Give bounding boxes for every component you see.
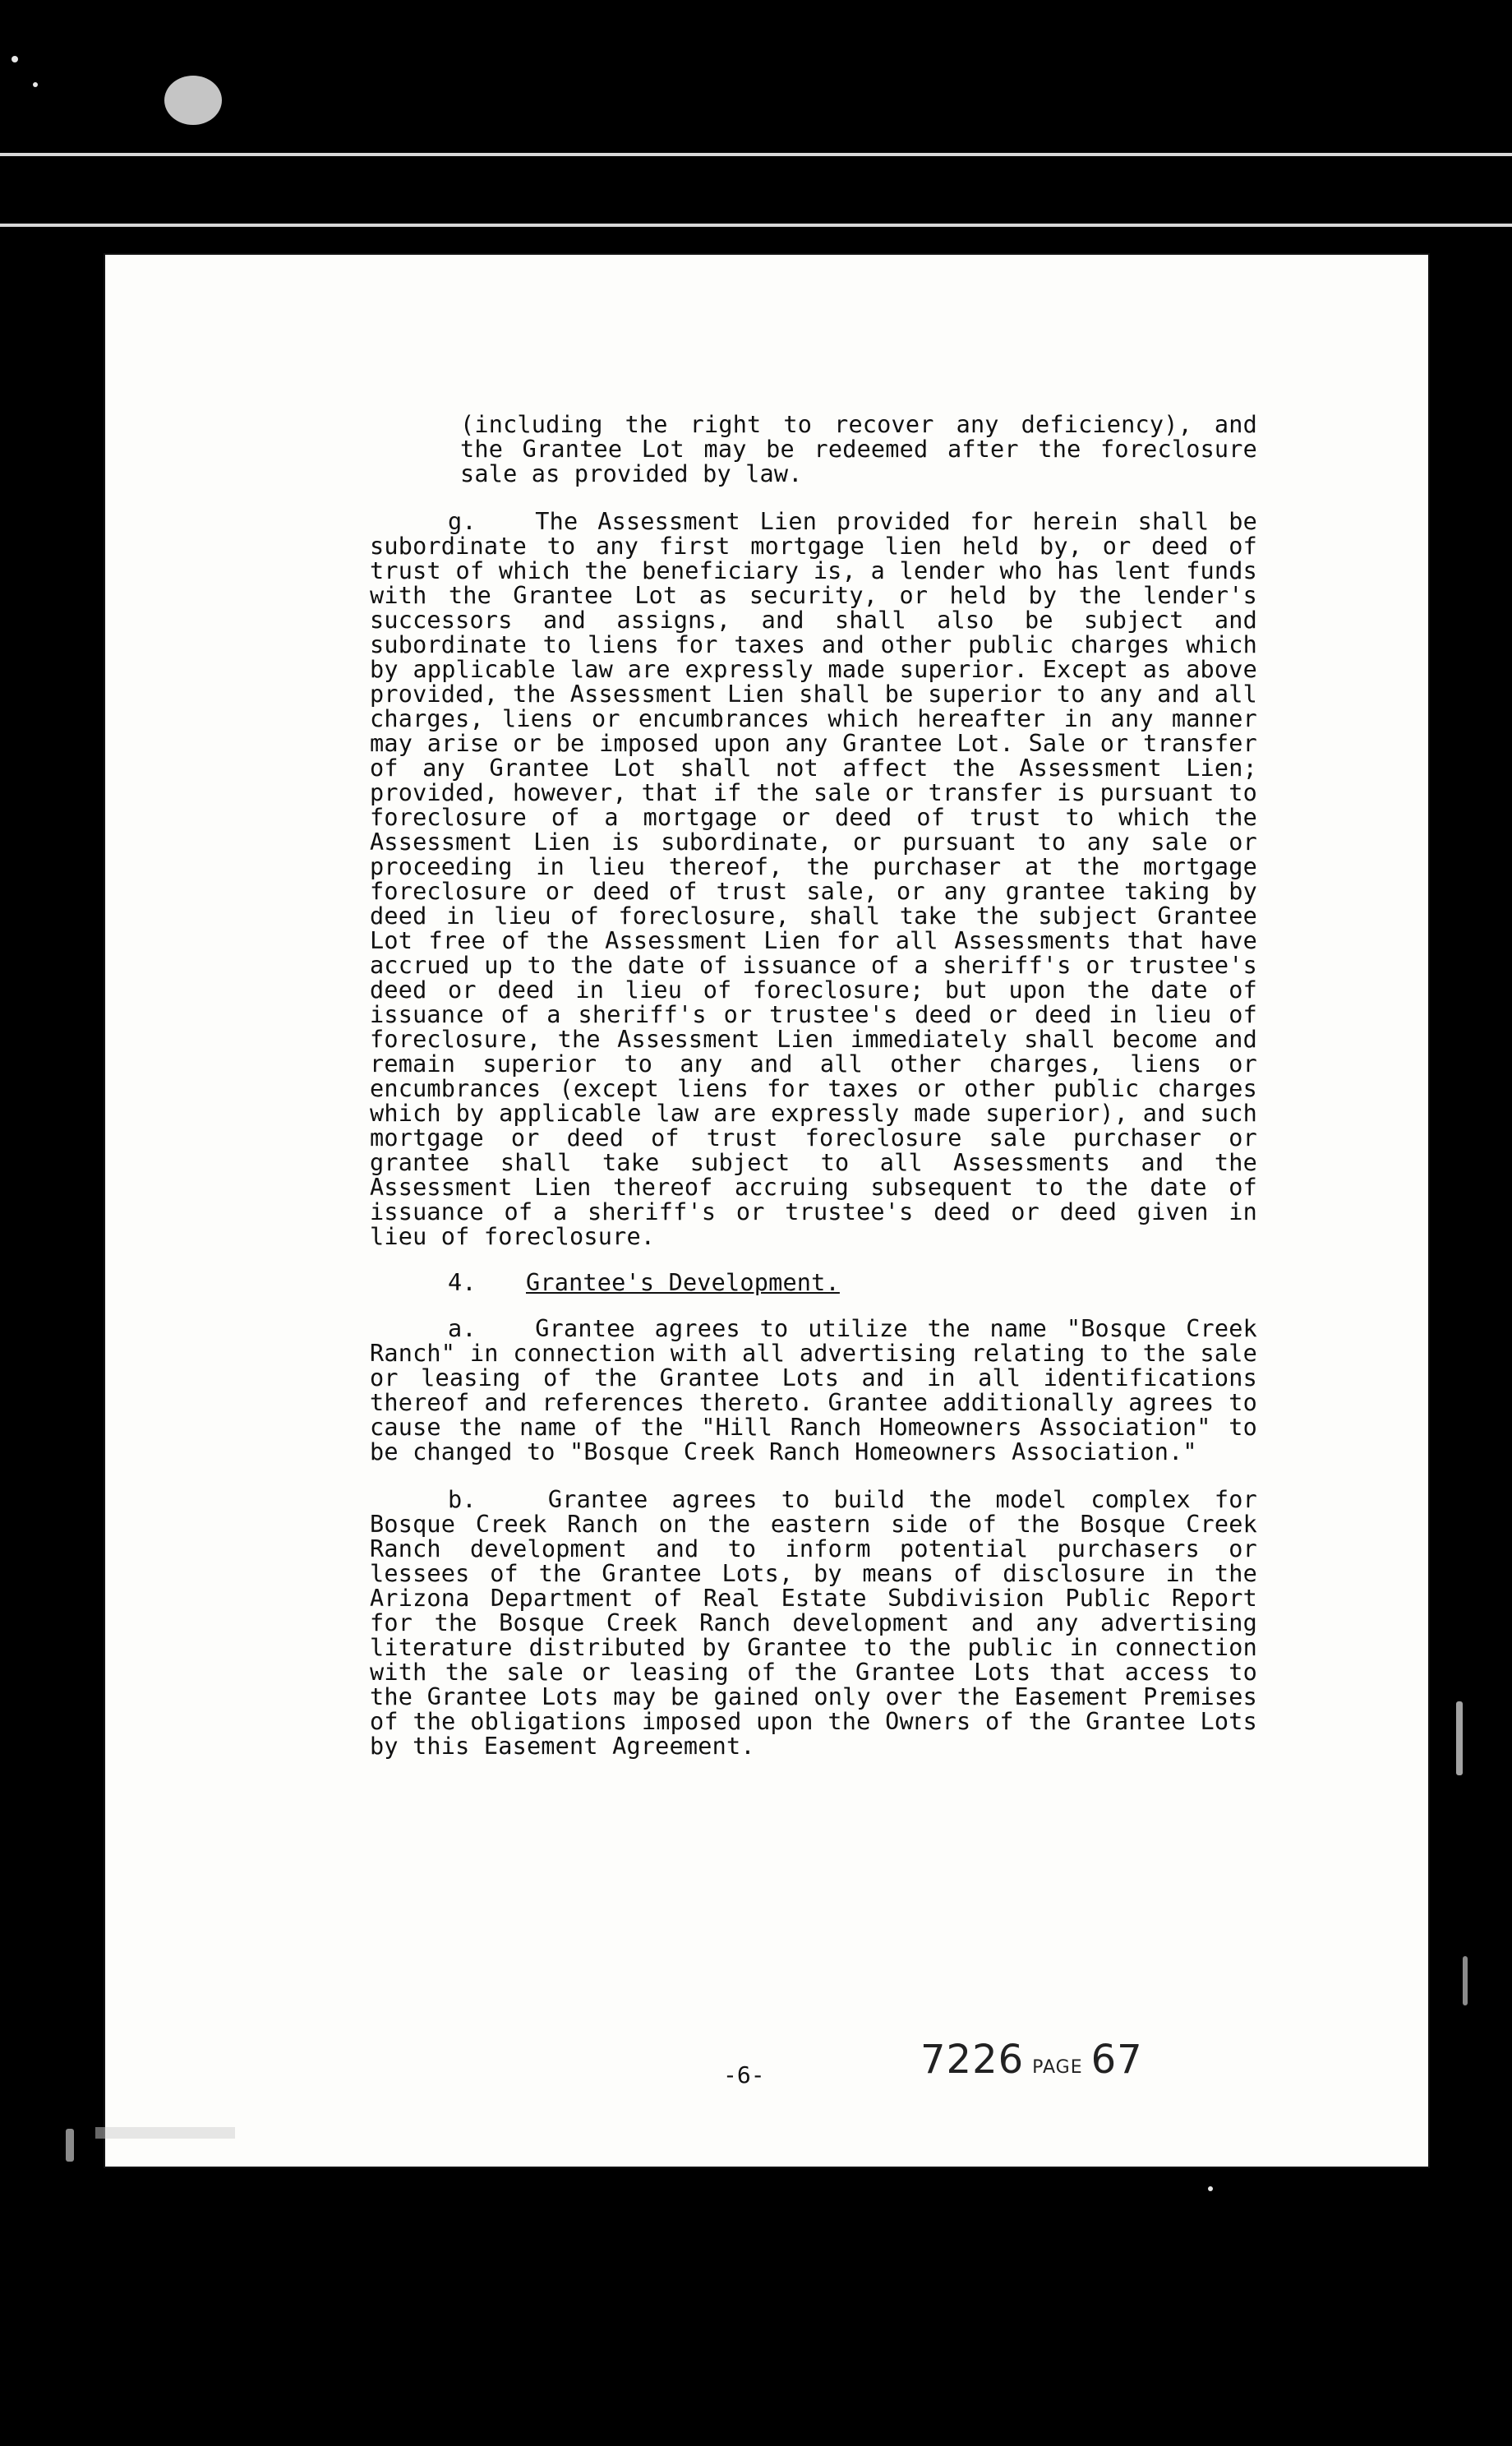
scan-speck <box>33 82 38 87</box>
document-body <box>370 413 1257 1759</box>
recording-stamp <box>920 2037 1143 2083</box>
scan-speck <box>12 56 18 62</box>
scan-speck <box>164 76 222 125</box>
scan-rule-bottom <box>0 224 1512 227</box>
stamp-small-text: PAGE <box>1032 2057 1083 2078</box>
section-4-title: Grantee's Development. <box>526 1269 840 1296</box>
scan-speck <box>66 2129 74 2162</box>
scan-speck <box>1456 1701 1463 1775</box>
paragraph-g-text: The Assessment Lien provided for herein shall be subordinate to any first mortgage lien held by, or deed of trust of which the beneficiary is, a lender who has lent funds with the Grantee Lot as security, or held by the lender's successors and assigns, and shall also be subject and subordinate to liens for taxes and other public charges which by applicable law are expressly made superior. Except as above provided, the Assessment Lien shall be superior to any and all charges, liens or encumbrances which hereafter in any manner may arise or be imposed upon any Grantee Lot. Sale or transfer of any Grantee Lot shall not affect the Assessment Lien; provided, however, that if the sale or transfer is pursuant to foreclosure of a mortgage or deed of trust to which the Assessment Lien is subordinate, or pursuant to any sale or proceeding in lieu thereof, the purchaser at the mortgage foreclosure or deed of trust sale, or any grantee taking by deed in lieu of foreclosure, shall take the subject Grantee Lot free of the Assessment Lien for all Assessments that have accrued up to the date of issuance of a sheriff's or trustee's deed or deed in lieu of foreclosure; but upon the date of issuance of a sheriff's or trustee's deed or deed in lieu of foreclosure, the Assessment Lien immediately shall become and remain superior to any and all other charges, liens or encumbrances (except liens for taxes or other public charges which by applicable law are expressly made superior), and such mortgage or deed of trust foreclosure sale purchaser or grantee shall take subject to all Assessments and the Assessment Lien thereof accruing subsequent to the date of issuance of a sheriff's or trustee's deed or deed given in lieu of foreclosure. <box>370 508 1257 1250</box>
scan-smear <box>95 2127 235 2139</box>
scan-rule-top <box>0 153 1512 156</box>
scan-speck <box>1463 1956 1468 2005</box>
paragraph-a-label: a. <box>448 1315 477 1342</box>
section-4-number: 4. <box>448 1269 477 1296</box>
section-4-heading <box>370 1271 1257 1295</box>
stamp-number: 7226 <box>920 2037 1025 2083</box>
carryover-paragraph: (including the right to recover any deficiency), and the Grantee Lot may be redeemed after the foreclosure sale as provided by law. <box>460 411 1257 487</box>
paragraph-g-label: g. <box>448 508 477 535</box>
stamp-page: 67 <box>1090 2037 1143 2083</box>
paragraph-b <box>370 1488 1257 1759</box>
paragraph-b-text: Grantee agrees to build the model complex for Bosque Creek Ranch on the eastern side of the Bosque Creek Ranch development and to inform potential purchasers or lessees of the Grantee Lots, by means of disclosure in the Arizona Department of Real Estate Subdivision Public Report for the Bosque Creek Ranch development and any advertising literature distributed by Grantee to the public in connection with the sale or leasing of the Grantee Lots that access to the Grantee Lots may be gained only over the Easement Premises of the obligations imposed upon the Owners of the Grantee Lots by this Easement Agreement. <box>370 1486 1257 1760</box>
paragraph-a <box>370 1317 1257 1465</box>
scan-top-band <box>0 0 1512 253</box>
page-number: -6- <box>723 2061 765 2088</box>
paragraph-g <box>370 510 1257 1249</box>
paragraph-a-text: Grantee agrees to utilize the name "Bosque Creek Ranch" in connection with all advertising relating to the sale or leasing of the Grantee Lots and in all identifications thereof and references thereto. Grantee additionally agrees to cause the name of the "Hill Ranch Homeowners Association" to be changed to "Bosque Creek Ranch Homeowners Association." <box>370 1315 1257 1465</box>
scan-speck <box>1208 2186 1213 2191</box>
paragraph-b-label: b. <box>448 1486 477 1513</box>
